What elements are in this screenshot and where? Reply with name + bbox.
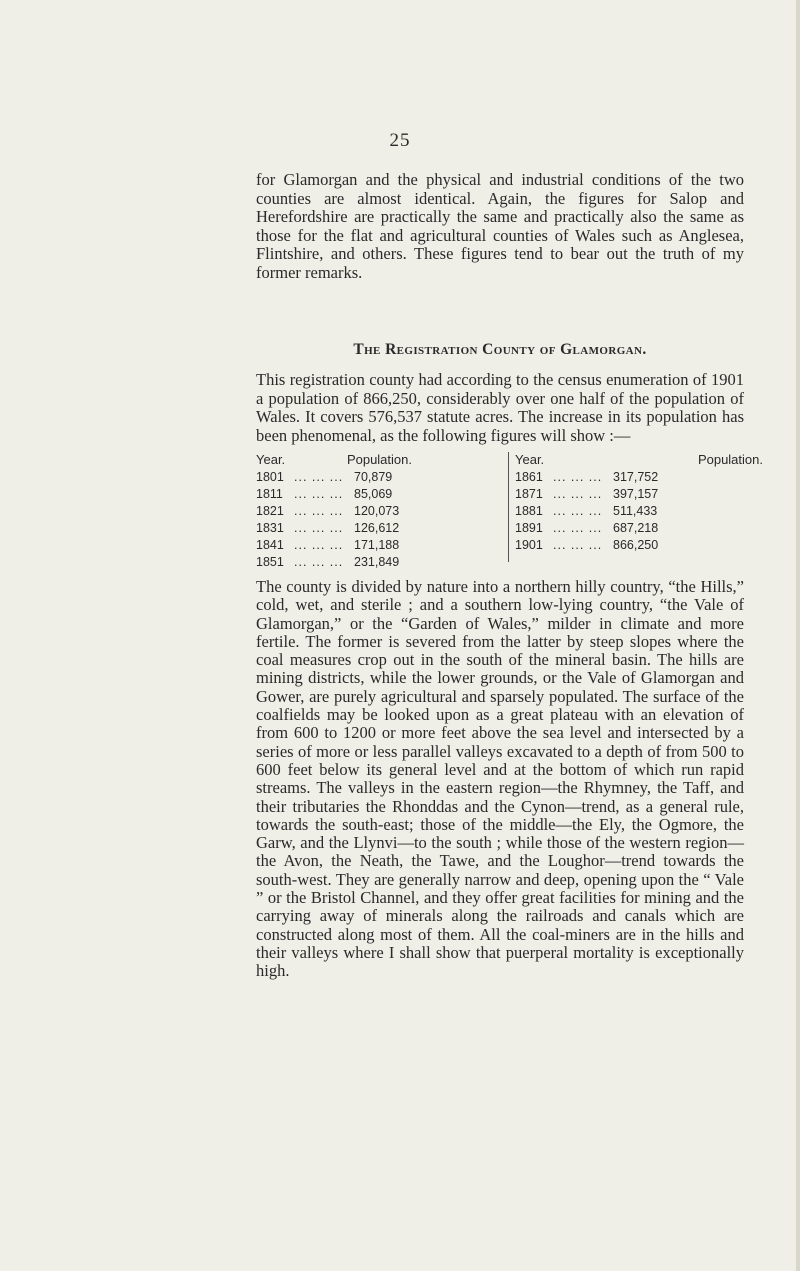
leader-dots: ... ... ... — [553, 504, 603, 518]
population-cell: 317,752 — [613, 470, 659, 484]
table-row — [515, 520, 763, 537]
table-row — [256, 537, 504, 554]
year-cell: 1821 — [256, 504, 284, 518]
year-cell: 1891 — [515, 521, 543, 535]
page-number: 25 — [389, 130, 411, 151]
table-row — [256, 486, 504, 503]
population-cell: 171,188 — [354, 538, 400, 552]
year-header: Year. — [515, 452, 545, 467]
year-cell: 1801 — [256, 470, 284, 484]
table-row — [256, 503, 504, 520]
population-header: Population. — [697, 452, 763, 467]
body-paragraph: The county is divided by nature into a northern hilly country, “the Hills,” cold, wet, and sterile ; and a southern low-lying country, “the Vale of Glamorgan,” or the “Garden of Wales,” milder in climate and more fertile. The former is severed from the latter by steep slopes where the coal measures crop out in the south of the mineral basin. The hills are mining districts, while the lower grounds, or the Vale of Glamorgan and Gower, are purely agricultural and sparsely populated. The surface of the coalfields may be looked upon as a great plateau with an elevation of from 600 to 1200 or more feet above the sea level and intersected by a series of more or less parallel valleys excavated to a depth of from 500 to 600 feet below its general level and at the bottom of which run rapid streams. The valleys in the eastern region—the Rhymney, the Taff, and their tributaries the Rhonddas and the Cynon—trend, as a general rule, towards the south-east; those of the middle—the Ely, the Ogmore, the Garw, and the Llynvi—to the south ; while those of the western region—the Avon, the Neath, the Tawe, and the Loughor—trend towards the south-west. They are generally narrow and deep, opening upon the “ Vale ” or the Bristol Channel, and they offer great facilities for mining and the carrying away of minerals along the railroads and canals which are constructed along most of them. All the coal-miners are in the hills and their valleys where I shall show that puerperal mortality is exceptionally high. — [256, 577, 744, 981]
section-heading: The Registration County of Glamorgan. — [353, 341, 647, 358]
population-cell: 397,157 — [613, 487, 659, 501]
leader-dots: ... ... ... — [294, 470, 344, 484]
table-column-left — [256, 452, 504, 571]
population-cell: 126,612 — [354, 521, 400, 535]
table-row — [515, 486, 763, 503]
table-row — [256, 520, 504, 537]
year-cell: 1901 — [515, 538, 543, 552]
page-edge — [796, 0, 800, 1271]
year-cell: 1841 — [256, 538, 284, 552]
population-cell: 70,879 — [354, 470, 393, 484]
table-row — [515, 469, 763, 486]
table-row — [256, 469, 504, 486]
population-cell: 511,433 — [613, 504, 658, 518]
leader-dots: ... ... ... — [294, 521, 344, 535]
year-cell: 1851 — [256, 555, 284, 569]
year-cell: 1831 — [256, 521, 284, 535]
year-cell: 1871 — [515, 487, 543, 501]
year-cell: 1861 — [515, 470, 543, 484]
table-row — [256, 554, 504, 571]
table-header — [515, 452, 763, 469]
year-cell: 1811 — [256, 487, 283, 501]
leader-dots: ... ... ... — [294, 487, 344, 501]
table-row — [515, 503, 763, 520]
census-paragraph: This registration county had according to the census enumeration of 1901 a population of 866,250, considerably over one half of the population of Wales. It covers 576,537 statute acres. The increase in its population has been phenomenal, as the following figures will show :— — [256, 370, 744, 445]
population-cell: 866,250 — [613, 538, 659, 552]
leader-dots: ... ... ... — [294, 538, 344, 552]
leader-dots: ... ... ... — [294, 555, 344, 569]
population-cell: 85,069 — [354, 487, 393, 501]
year-header: Year. — [256, 452, 286, 467]
population-cell: 231,849 — [354, 555, 400, 569]
population-cell: 120,073 — [354, 504, 400, 518]
intro-paragraph: for Glamorgan and the physical and industrial conditions of the two counties are almost identical. Again, the figures for Salop and Herefordshire are practically the same and practically also the same as those for the flat and agricultural counties of Wales such as Anglesea, Flintshire, and others. These figures tend to bear out the truth of my former remarks. — [256, 170, 744, 282]
leader-dots: ... ... ... — [553, 538, 603, 552]
population-header: Population. — [346, 452, 412, 467]
leader-dots: ... ... ... — [553, 521, 603, 535]
table-column-right — [508, 452, 763, 562]
table-header — [256, 452, 504, 469]
table-row — [515, 537, 763, 554]
year-cell: 1881 — [515, 504, 543, 518]
population-cell: 687,218 — [613, 521, 659, 535]
leader-dots: ... ... ... — [553, 487, 603, 501]
leader-dots: ... ... ... — [294, 504, 344, 518]
leader-dots: ... ... ... — [553, 470, 603, 484]
